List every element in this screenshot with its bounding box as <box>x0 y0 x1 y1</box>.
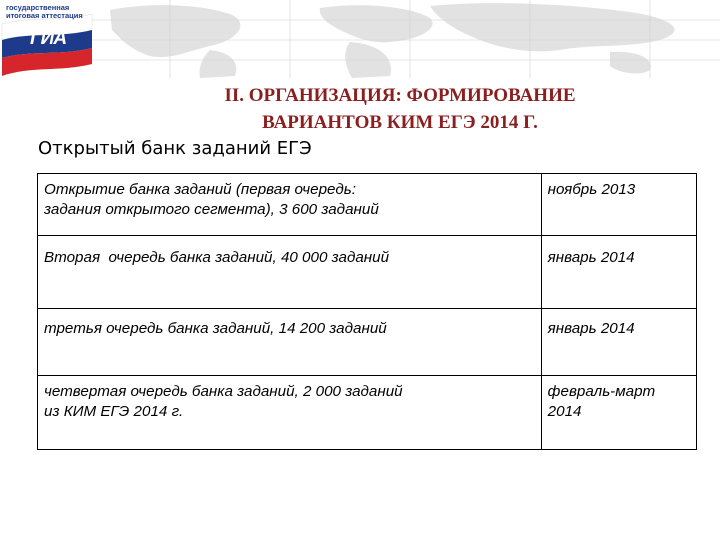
logo-mark: ГИА <box>30 28 67 49</box>
world-map-background <box>90 0 720 78</box>
gia-logo <box>0 0 96 78</box>
logo-caption <box>6 4 83 20</box>
date-text: январь 2014 <box>547 320 635 337</box>
page-title-line2: ВАРИАНТОВ КИМ ЕГЭ 2014 Г. <box>262 112 538 133</box>
task-cell <box>38 174 542 236</box>
date-text: 2014 <box>547 403 582 420</box>
task-text: третья очередь банка заданий, 14 200 заданий <box>44 320 387 337</box>
table-row <box>38 309 697 376</box>
header-band <box>0 0 720 78</box>
logo-caption-line1: государственная <box>6 3 70 12</box>
page-title-line1: II. ОРГАНИЗАЦИЯ: ФОРМИРОВАНИЕ <box>224 85 576 106</box>
task-text: четвертая очередь банка заданий, 2 000 заданий <box>44 383 403 400</box>
date-cell <box>541 174 696 236</box>
schedule-table <box>37 173 697 450</box>
date-text: февраль-март <box>547 383 656 400</box>
page-subtitle: Открытый банк заданий ЕГЭ <box>38 138 312 159</box>
task-cell <box>38 309 542 376</box>
table-row <box>38 174 697 236</box>
task-text: задания открытого сегмента), 3 600 заданий <box>44 201 379 218</box>
table-row <box>38 376 697 450</box>
date-cell <box>541 236 696 309</box>
date-cell <box>541 309 696 376</box>
table-row <box>38 236 697 309</box>
date-text: ноябрь 2013 <box>547 181 636 198</box>
logo-caption-line2: итоговая аттестация <box>6 11 83 20</box>
task-text: из КИМ ЕГЭ 2014 г. <box>44 403 184 420</box>
date-cell <box>541 376 696 450</box>
task-cell <box>38 376 542 450</box>
date-text: январь 2014 <box>547 249 635 266</box>
task-cell <box>38 236 542 309</box>
task-text: Вторая очередь банка заданий, 40 000 заданий <box>44 249 390 266</box>
page-title <box>160 82 640 136</box>
task-text: Открытие банка заданий (первая очередь: <box>44 181 356 198</box>
